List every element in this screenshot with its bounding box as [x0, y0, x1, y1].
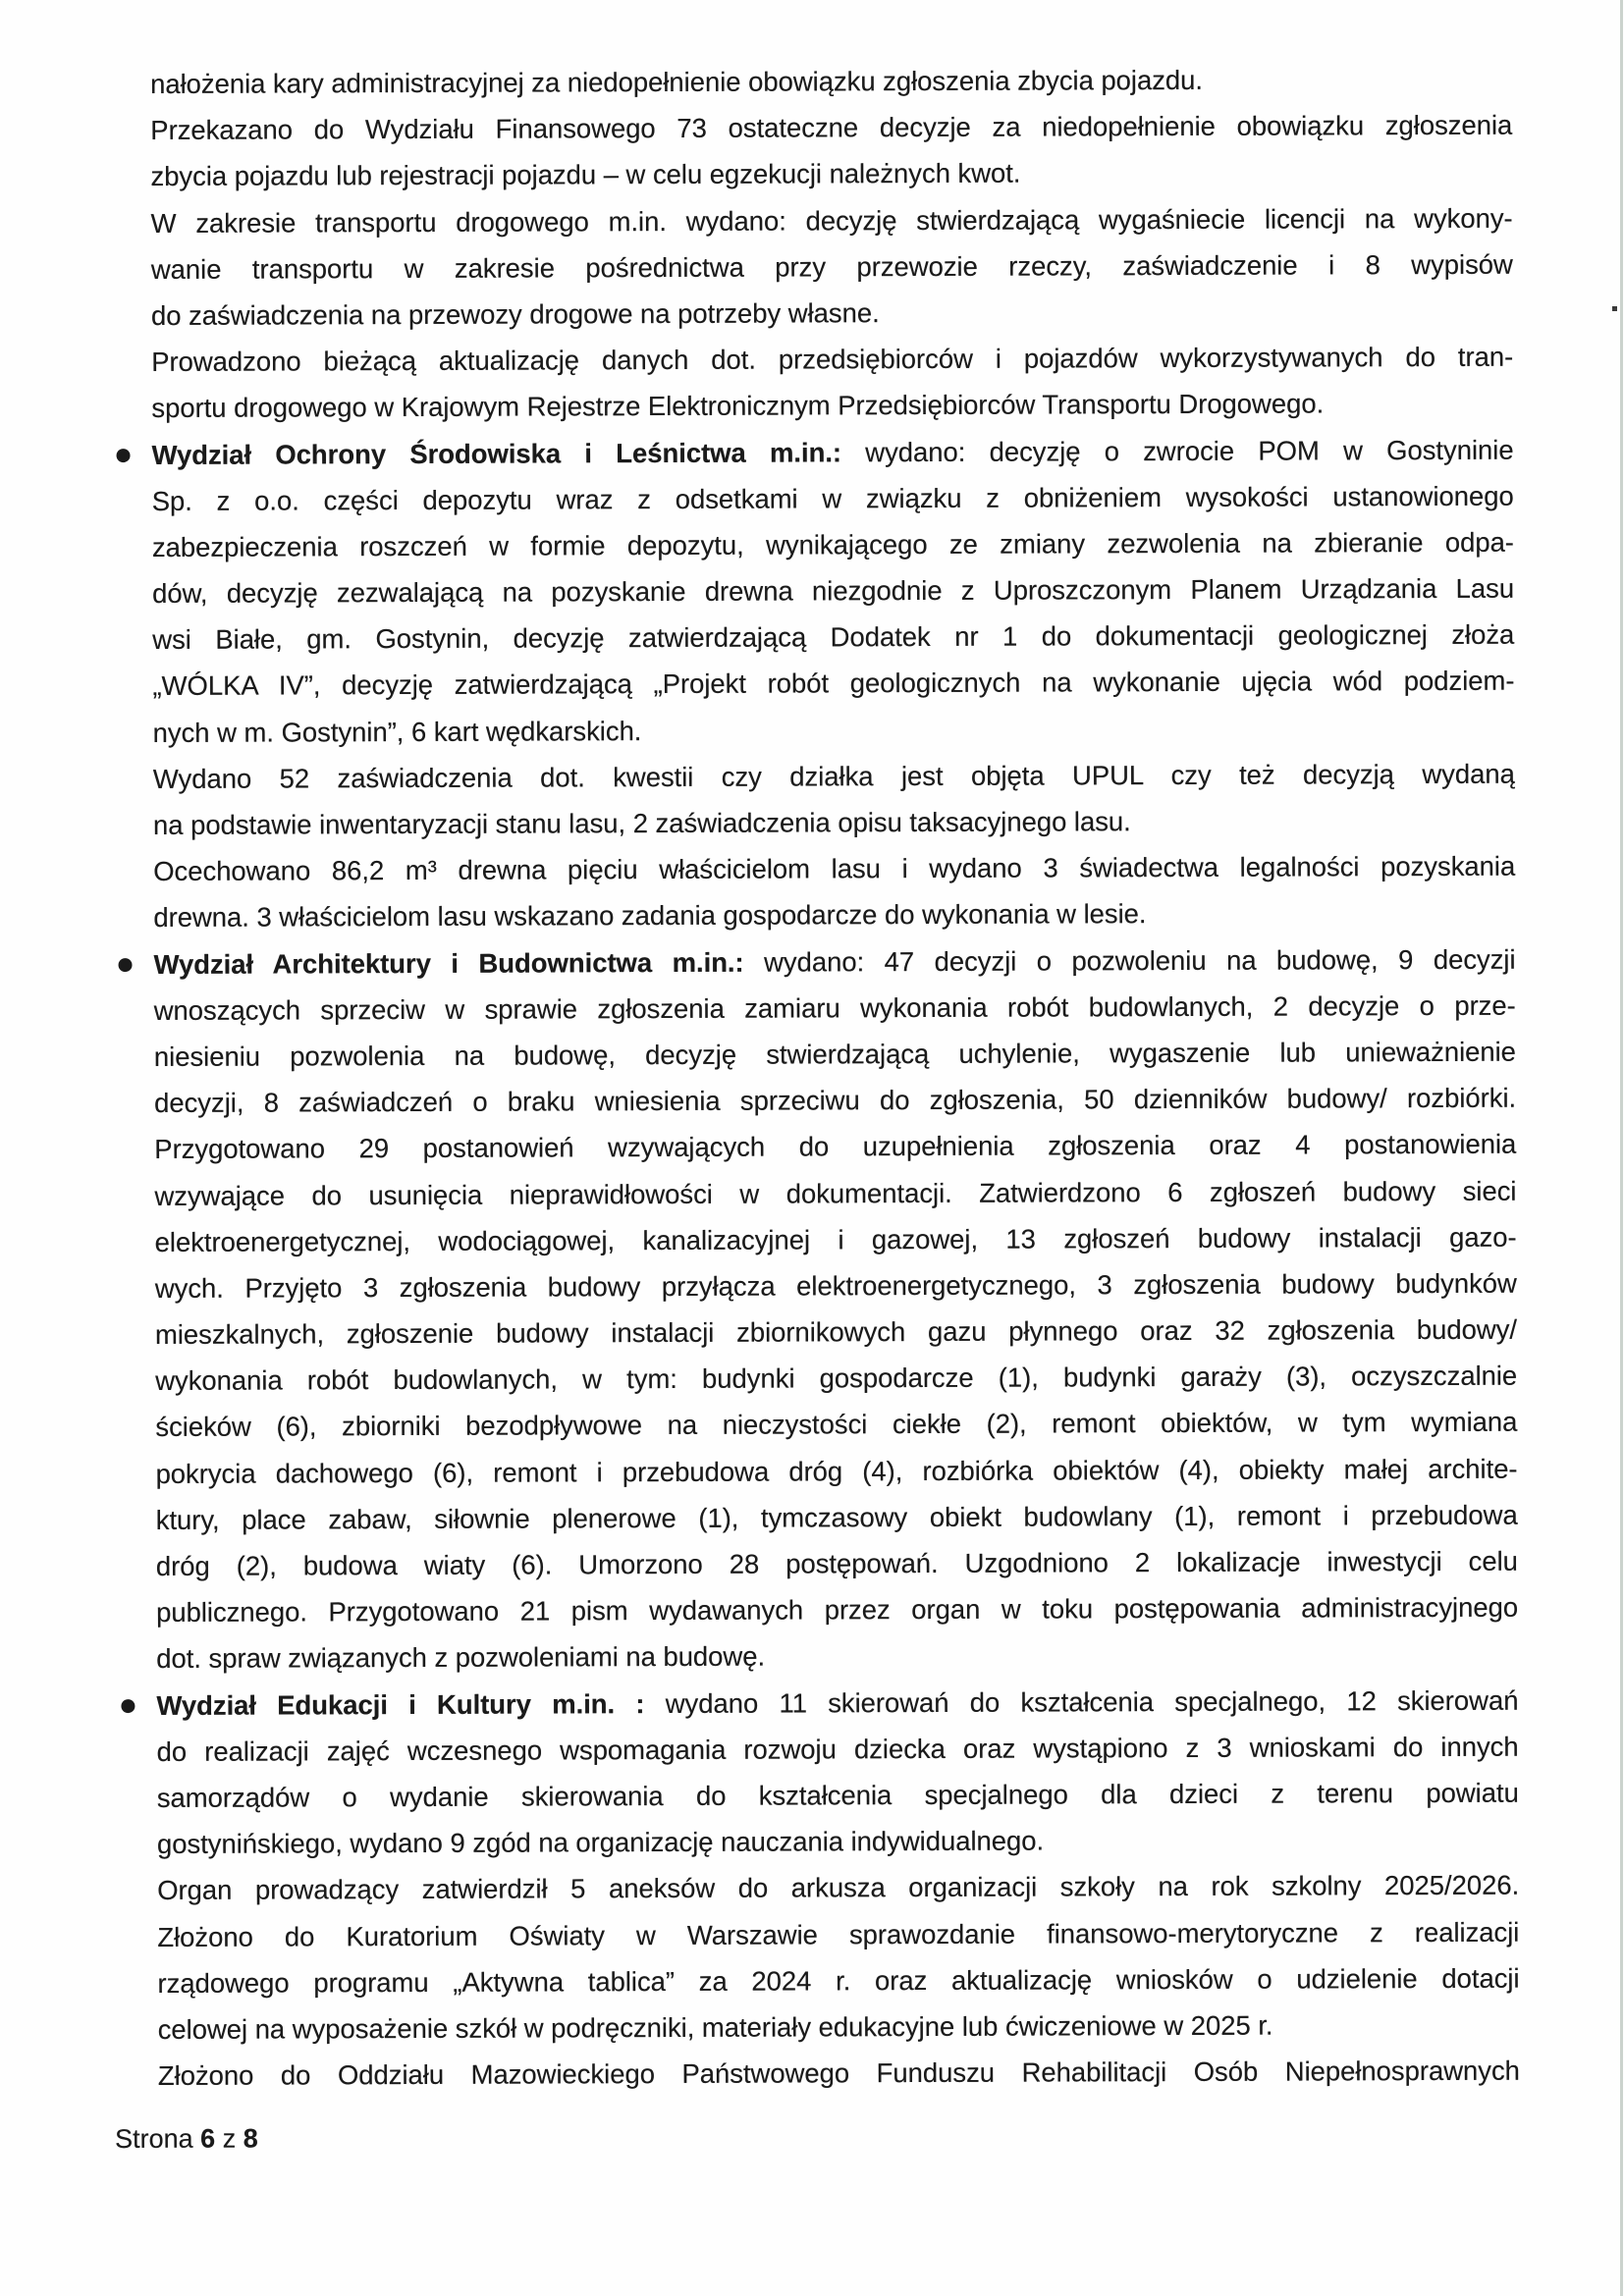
footer-separator: z	[215, 2123, 244, 2154]
text-run: mieszkalnych, zgłoszenie budowy instalacji zbiornikowych gazu płynnego oraz 32 zgłoszenia budowy/	[154, 1313, 1518, 1351]
text-run: zbycia pojazdu lub rejestracji pojazdu – w celu egzekucji należnych kwot.	[150, 157, 1021, 192]
text-line	[158, 2048, 1520, 2100]
bullet-marker	[119, 958, 133, 972]
text-line	[153, 889, 1515, 941]
text-run: wych. Przyjęto 3 zgłoszenia budowy przyłącza elektroenergetycznego, 3 zgłoszenia budowy budynków	[154, 1267, 1517, 1304]
text-run: Przygotowano 29 postanowień wzywających do uzupełnienia zgłoszenia oraz 4 postanowienia	[154, 1128, 1517, 1165]
text-line	[154, 1121, 1516, 1173]
scan-edge-artifact	[1620, 0, 1623, 2296]
text-run: dróg (2), budowa wiaty (6). Umorzono 28 postępowań. Uzgodniono 2 lokalizacje inwestycji celu	[155, 1545, 1518, 1581]
text-run: Ocechowano 86,2 m³ drewna pięciu właścicielom lasu i wydano 3 świadectwa legalności pozyskania	[153, 850, 1516, 887]
text-line	[156, 1677, 1518, 1729]
text-run: wydano: 47 decyzji o pozwoleniu na budowę, 9 decyzji	[743, 943, 1516, 978]
text-run: gostynińskiego, wydano 9 zgód na organizację nauczania indywidualnego.	[156, 1825, 1045, 1860]
text-line	[153, 704, 1515, 756]
text-run: celowej na wyposażenie szkół w podręczniki, materiały edukacyjne lub ćwiczeniowe w 2025 r.	[157, 2009, 1273, 2045]
text-run: nałożenia kary administracyjnej za niedopełnienie obowiązku zgłoszenia zbycia pojazdu.	[150, 64, 1204, 99]
section-heading: Wydział Ochrony Środowiska i Leśnictwa m.in.:	[151, 436, 842, 470]
text-run: do zaświadczenia na przewozy drogowe na potrzeby własne.	[150, 297, 880, 331]
text-line	[156, 1491, 1518, 1543]
text-line	[152, 612, 1514, 664]
text-run: nych w m. Gostynin”, 6 kart wędkarskich.	[152, 715, 642, 748]
text-run: wanie transportu w zakresie pośrednictwa przy przewozie rzeczy, zaświadczenie i 8 wypisów	[150, 248, 1513, 285]
bullet-marker	[117, 449, 131, 462]
text-line	[158, 2002, 1520, 2054]
text-run: sportu drogowego w Krajowym Rejestrze Elektronicznym Przedsiębiorców Transportu Drogowego.	[151, 388, 1325, 424]
text-run: W zakresie transportu drogowego m.in. wydano: decyzję stwierdzającą wygaśniecie licencji na wykony-	[150, 202, 1513, 239]
text-line	[152, 519, 1514, 571]
text-run: Złożono do Kuratorium Oświaty w Warszawie sprawozdanie finansowo-merytoryczne z realizacji	[157, 1916, 1520, 1952]
text-run: wzywające do usunięcia nieprawidłowości w dokumentacji. Zatwierdzono 6 zgłoszeń budowy sieci	[154, 1175, 1517, 1211]
text-line	[150, 56, 1512, 108]
text-run: wsi Białe, gm. Gostynin, decyzję zatwierdzającą Dodatek nr 1 do dokumentacji geologicznej złoża	[152, 618, 1515, 656]
text-line	[154, 1075, 1516, 1127]
text-line	[154, 1029, 1516, 1081]
text-line	[157, 1954, 1519, 2006]
text-line	[152, 472, 1514, 524]
text-run: Złożono do Oddziału Mazowieckiego Państwowego Funduszu Rehabilitacji Osób Niepełnosprawnych	[157, 2055, 1520, 2092]
text-line	[151, 288, 1513, 340]
text-run: decyzji, 8 zaświadczeń o braku wniesienia sprzeciwu do zgłoszenia, 50 dzienników budowy/ rozbiórki.	[154, 1082, 1517, 1119]
page-footer	[115, 2122, 258, 2155]
text-line	[153, 797, 1515, 849]
text-run: Przekazano do Wydziału Finansowego 73 ostateczne decyzje za niedopełnienie obowiązku zgłoszenia	[150, 109, 1513, 146]
text-line	[151, 240, 1513, 293]
text-run: dot. spraw związanych z pozwoleniami na budowę.	[156, 1640, 766, 1675]
section-heading: Wydział Architektury i Budownictwa m.in.:	[153, 946, 744, 980]
text-line	[154, 982, 1516, 1034]
text-line	[157, 1816, 1519, 1868]
text-run: Wydano 52 zaświadczenia dot. kwestii czy działka jest objęta UPUL czy też decyzją wydaną	[152, 758, 1515, 794]
text-line	[156, 1538, 1518, 1590]
text-line	[153, 750, 1515, 802]
text-line	[151, 380, 1513, 432]
text-run: ścieków (6), zbiorniki bezodpływowe na nieczystości ciekłe (2), remont obiektów, w tym wymiana	[155, 1407, 1518, 1443]
text-run: do realizacji zajęć wczesnego wspomagania rozwoju dziecka oraz wystąpiono z 3 wnioskami do innych	[156, 1731, 1519, 1767]
text-line	[155, 1445, 1517, 1497]
footer-page-number: 6	[200, 2123, 216, 2154]
text-line	[155, 1353, 1517, 1405]
text-line	[157, 1862, 1519, 1914]
text-run: publicznego. Przygotowano 21 pism wydawanych przez organ w toku postępowania administracyjnego	[156, 1591, 1519, 1629]
text-line	[150, 102, 1512, 154]
text-run: zabezpieczenia roszczeń w formie depozytu, wynikającego ze zmiany zezwolenia na zbieranie odpa-	[151, 526, 1514, 562]
text-line	[157, 1723, 1519, 1775]
text-line	[153, 843, 1515, 895]
footer-total-pages: 8	[243, 2123, 258, 2154]
text-run: rządowego programu „Aktywna tablica” za 2024 r. oraz aktualizację wniosków o udzielenie dotacji	[157, 1962, 1520, 1999]
text-run: wydano: decyzję o zwrocie POM w Gostyninie	[840, 434, 1514, 467]
footer-label: Strona	[115, 2123, 201, 2154]
text-run: dów, decyzję zezwalającą na pozyskanie drewna niezgodnie z Uproszczonym Planem Urządzania Lasu	[152, 572, 1515, 610]
text-line	[156, 1584, 1518, 1636]
text-run: na podstawie inwentaryzacji stanu lasu, 2 zaświadczenia opisu taksacyjnego lasu.	[152, 806, 1131, 840]
text-line	[151, 334, 1513, 386]
bullet-marker	[121, 1699, 135, 1713]
text-run: ktury, place zabaw, siłownie plenerowe (1), tymczasowy obiekt budowlany (1), remont i przebudowa	[155, 1499, 1518, 1535]
scan-speck-artifact	[1612, 306, 1617, 311]
text-line	[157, 1908, 1519, 1960]
text-line	[153, 935, 1515, 988]
text-line	[155, 1307, 1517, 1359]
text-line	[155, 1260, 1517, 1312]
text-run: elektroenergetycznej, wodociągowej, kanalizacyjnej i gazowej, 13 zgłoszeń budowy instalacji gazo-	[154, 1221, 1517, 1257]
text-line	[156, 1630, 1518, 1682]
text-run: wnoszących sprzeciw w sprawie zgłoszenia zamiaru wykonania robót budowlanych, 2 decyzje o prze-	[153, 989, 1516, 1026]
text-run: Sp. z o.o. części depozytu wraz z odsetkami w związku z obniżeniem wysokości ustanowionego	[151, 480, 1514, 516]
text-line	[151, 426, 1513, 478]
text-run: „WÓLKA IV”, decyzję zatwierdzającą „Projekt robót geologicznych na wykonanie ujęcia wód podziem-	[152, 666, 1515, 702]
text-line	[154, 1167, 1516, 1219]
text-line	[150, 148, 1512, 200]
text-line	[155, 1213, 1517, 1265]
text-run: drewna. 3 właścicielom lasu wskazano zadania gospodarcze do wykonania w lesie.	[153, 898, 1147, 934]
text-run: samorządów o wydanie skierowania do kształcenia specjalnego dla dzieci z terenu powiatu	[156, 1777, 1519, 1813]
text-run: Organ prowadzący zatwierdził 5 aneksów do arkusza organizacji szkoły na rok szkolny 2025/2026.	[157, 1869, 1520, 1906]
text-run: pokrycia dachowego (6), remont i przebudowa dróg (4), rozbiórka obiektów (4), obiekty małej archite-	[155, 1453, 1518, 1489]
text-run: wydano 11 skierowań do kształcenia specjalnego, 12 skierowań	[644, 1684, 1519, 1719]
text-line	[157, 1770, 1519, 1822]
text-line	[152, 565, 1514, 617]
section-heading: Wydział Edukacji i Kultury m.in. :	[156, 1687, 645, 1721]
document-text	[150, 56, 1520, 2100]
text-run: niesieniu pozwolenia na budowę, decyzję stwierdzającą uchylenie, wygaszenie lub unieważnienie	[153, 1036, 1516, 1072]
text-run: wykonania robót budowlanych, w tym: budynki gospodarcze (1), budynki garaży (3), oczyszczalnie	[155, 1360, 1518, 1397]
text-line	[152, 658, 1514, 710]
text-line	[155, 1399, 1517, 1451]
text-run: Prowadzono bieżącą aktualizację danych dot. przedsiębiorców i pojazdów wykorzystywanych do tran-	[151, 341, 1514, 378]
text-line	[151, 194, 1513, 246]
